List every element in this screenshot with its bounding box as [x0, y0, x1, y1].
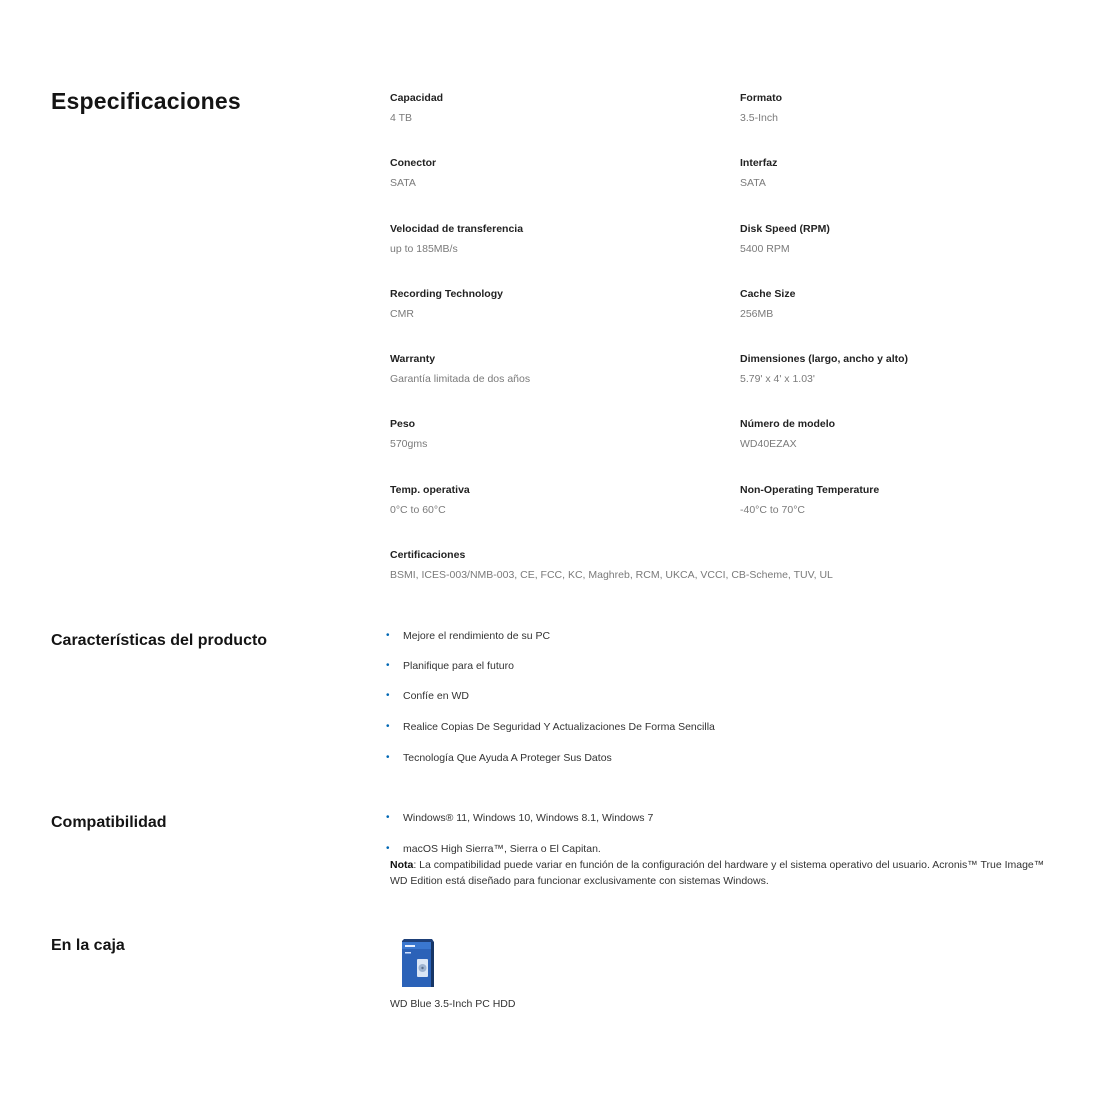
bullet-icon: •: [386, 721, 390, 732]
spec-label: Cache Size: [740, 288, 796, 300]
note-label: Nota: [390, 859, 414, 871]
feature-text: Confíe en WD: [403, 690, 469, 702]
list-item: [386, 659, 715, 673]
compat-text: macOS High Sierra™, Sierra o El Capitan.: [403, 843, 601, 855]
features-list: [386, 629, 715, 765]
list-item: [386, 720, 715, 734]
spec-value: CMR: [390, 308, 414, 320]
bullet-icon: •: [386, 630, 390, 641]
spec-label: Temp. operativa: [390, 484, 470, 496]
spec-recording-technology: [390, 287, 720, 321]
spec-warranty: [390, 352, 720, 386]
in-box-title: En la caja: [51, 937, 125, 954]
spec-model-number: [740, 417, 1070, 451]
spec-value: up to 185MB/s: [390, 243, 458, 255]
spec-label: Non-Operating Temperature: [740, 484, 880, 496]
spec-non-operating-temp: [740, 483, 1070, 517]
list-item: [386, 842, 653, 856]
spec-format: [740, 91, 1070, 125]
compatibility-list: [386, 811, 653, 856]
feature-text: Mejore el rendimiento de su PC: [403, 630, 551, 642]
spec-value: 4 TB: [390, 112, 412, 124]
spec-connector: [390, 156, 720, 190]
spec-label: Capacidad: [390, 92, 444, 104]
spec-disk-speed: [740, 222, 1070, 256]
hdd-box-icon: [398, 937, 436, 989]
spec-label: Warranty: [390, 353, 436, 365]
spec-value: 0°C to 60°C: [390, 504, 446, 516]
spec-interface: [740, 156, 1070, 190]
feature-text: Planifique para el futuro: [403, 660, 514, 672]
spec-value: WD40EZAX: [740, 438, 797, 450]
compatibility-title: Compatibilidad: [51, 814, 167, 831]
spec-label: Dimensiones (largo, ancho y alto): [740, 353, 909, 365]
spec-label: Conector: [390, 157, 437, 169]
list-item: [386, 811, 653, 825]
spec-label: Disk Speed (RPM): [740, 223, 830, 235]
spec-label: Formato: [740, 92, 782, 104]
list-item: [386, 751, 715, 765]
spec-operating-temp: [390, 483, 720, 517]
spec-value: 570gms: [390, 438, 428, 450]
specs-title: Especificaciones: [51, 88, 241, 114]
spec-value: Garantía limitada de dos años: [390, 373, 531, 385]
spec-capacity: [390, 91, 720, 125]
spec-label: Peso: [390, 418, 416, 430]
list-item: [386, 629, 715, 643]
feature-text: Tecnología Que Ayuda A Proteger Sus Datos: [403, 752, 612, 764]
compat-text: Windows® 11, Windows 10, Windows 8.1, Windows 7: [403, 812, 654, 824]
spec-label: Interfaz: [740, 157, 778, 169]
spec-certifications: [390, 548, 1060, 582]
spec-value: 5.79' x 4' x 1.03': [740, 373, 815, 385]
spec-value: SATA: [390, 177, 416, 189]
list-item: [386, 689, 715, 703]
bullet-icon: •: [386, 752, 390, 763]
note-text: : La compatibilidad puede variar en función de la configuración del hardware y el sistema operativo del usuario. Acronis™ True Image™ WD Edition está diseñado para funcionar exclusivamente con sistemas Windows.: [390, 859, 1045, 887]
spec-transfer-speed: [390, 222, 720, 256]
spec-label: Recording Technology: [390, 288, 503, 300]
bullet-icon: •: [386, 690, 390, 701]
features-title: Características del producto: [51, 632, 268, 649]
spec-label: Certificaciones: [390, 549, 466, 561]
spec-dimensions: [740, 352, 1070, 386]
spec-value: BSMI, ICES-003/NMB-003, CE, FCC, KC, Maghreb, RCM, UKCA, VCCI, CB-Scheme, TUV, UL: [390, 569, 833, 581]
spec-value: 3.5-Inch: [740, 112, 778, 124]
spec-value: SATA: [740, 177, 766, 189]
spec-value: 256MB: [740, 308, 774, 320]
feature-text: Realice Copias De Seguridad Y Actualizaciones De Forma Sencilla: [403, 721, 715, 733]
spec-weight: [390, 417, 720, 451]
spec-value: 5400 RPM: [740, 243, 790, 255]
spec-value: -40°C to 70°C: [740, 504, 806, 516]
spec-label: Velocidad de transferencia: [390, 223, 524, 235]
bullet-icon: •: [386, 812, 390, 823]
compatibility-note: [390, 857, 1060, 889]
bullet-icon: •: [386, 843, 390, 854]
spec-cache-size: [740, 287, 1070, 321]
in-box-caption: WD Blue 3.5-Inch PC HDD: [390, 998, 516, 1010]
bullet-icon: •: [386, 660, 390, 671]
spec-label: Número de modelo: [740, 418, 836, 430]
